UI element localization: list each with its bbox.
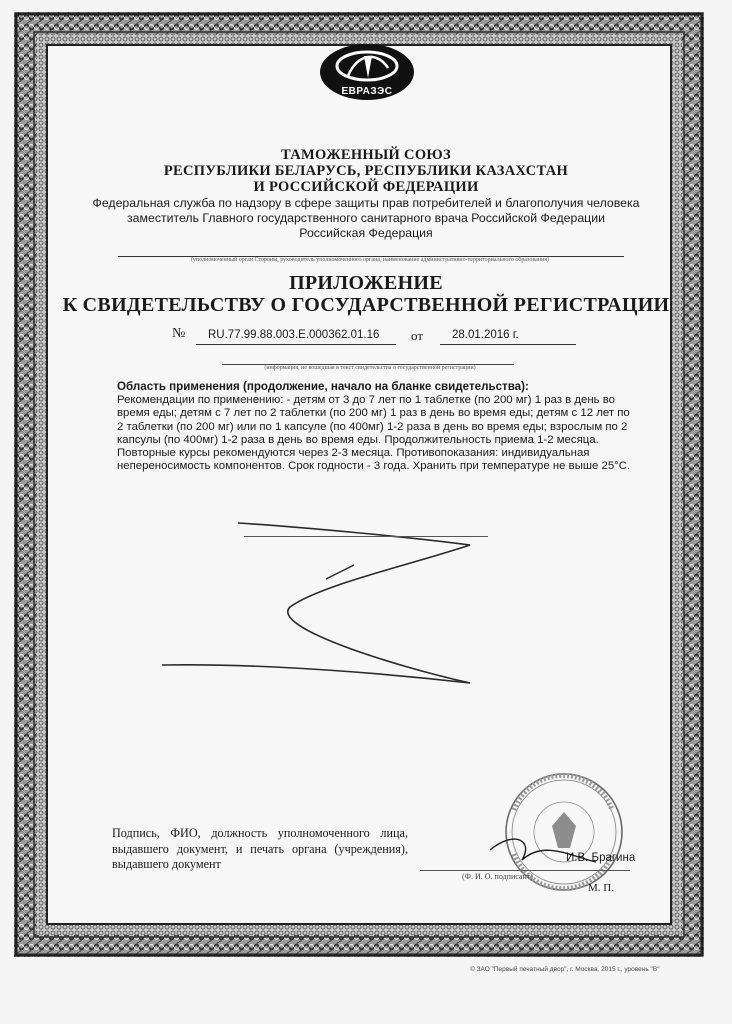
- scope-heading: Область применения (продолжение, начало на бланке свидетельства):: [117, 380, 529, 393]
- body-end-rule: [244, 536, 488, 537]
- title-line-1: ПРИЛОЖЕНИЕ: [289, 272, 443, 294]
- agency-line-1: Федеральная служба по надзору в сфере защиты прав потребителей и благополучия человека: [92, 196, 640, 210]
- signer-name: И.В. Брагина: [566, 852, 636, 864]
- agency-line-3: Российская Федерация: [299, 226, 433, 240]
- document-title: [60, 272, 672, 316]
- agency-line-2: заместитель Главного государственного санитарного врача Российской Федерации: [127, 211, 605, 225]
- union-line-2: РЕСПУБЛИКИ БЕЛАРУСЬ, РЕСПУБЛИКИ КАЗАХСТАН: [163, 163, 569, 179]
- union-header: [60, 147, 672, 195]
- date-underline: [440, 344, 576, 345]
- signature-line: [420, 870, 630, 871]
- date-label: от: [411, 328, 424, 343]
- fio-hint: (Ф. И. О. подписант): [462, 872, 533, 881]
- union-line-3: И РОССИЙСКОЙ ФЕДЕРАЦИИ: [253, 179, 479, 195]
- registration-date: 28.01.2016 г.: [452, 329, 519, 341]
- recommendations-text: Рекомендации по применению: - детям от 3 до 7 лет по 1 таблетке (по 200 мг) 1 раз в день во время еды; детям с 7 лет по 2 таблетки (по 200 мг) 1 раз в день во время еды; детям с 12 лет по 2 таблетки (по 200 мг) или по 1 капсуле (по 400мг) 1-2 раза в день во время еды; взрослым по 2 капсулы (по 400мг) 1-2 раза в день во время еды. Продолжительность приема 1-2 месяца. Повторные курсы рекомендуются через 2-3 месяца. Противопоказания: индивидуальная непереносимость компонентов. Срок годности - 3 года. Хранить при температуре не выше 25°С.: [117, 394, 631, 473]
- printer-imprint: © ЗАО "Первый печатный двор", г. Москва, 2015 г., уровень "В": [470, 966, 660, 973]
- number-underline: [196, 344, 396, 345]
- eurasec-logo: [318, 42, 416, 102]
- signature-note: Подпись, ФИО, должность уполномоченного лица, выдавшего документ, и печать органа (учреждения), выдавшего документ: [112, 826, 408, 871]
- authority-hint: (уполномоченный орган Стороны, руководитель уполномоченного органа, наименование административно-территориального образования): [191, 257, 549, 263]
- title-line-2: К СВИДЕТЕЛЬСТВУ О ГОСУДАРСТВЕННОЙ РЕГИСТРАЦИИ: [62, 294, 670, 316]
- number-label: №: [172, 326, 186, 341]
- cancellation-mark: [150, 515, 500, 695]
- registration-number: RU.77.99.88.003.E.000362.01.16: [208, 329, 380, 341]
- info-hint: (информация, не вошедшая в текст свидетельства о государственной регистрации): [264, 365, 476, 371]
- body-text: [117, 380, 637, 473]
- union-line-1: ТАМОЖЕННЫЙ СОЮЗ: [281, 147, 451, 163]
- logo-text: ЕВРАЗЭС: [341, 86, 393, 97]
- stamp-place-label: М. П.: [588, 882, 614, 894]
- agency-header: [60, 196, 672, 241]
